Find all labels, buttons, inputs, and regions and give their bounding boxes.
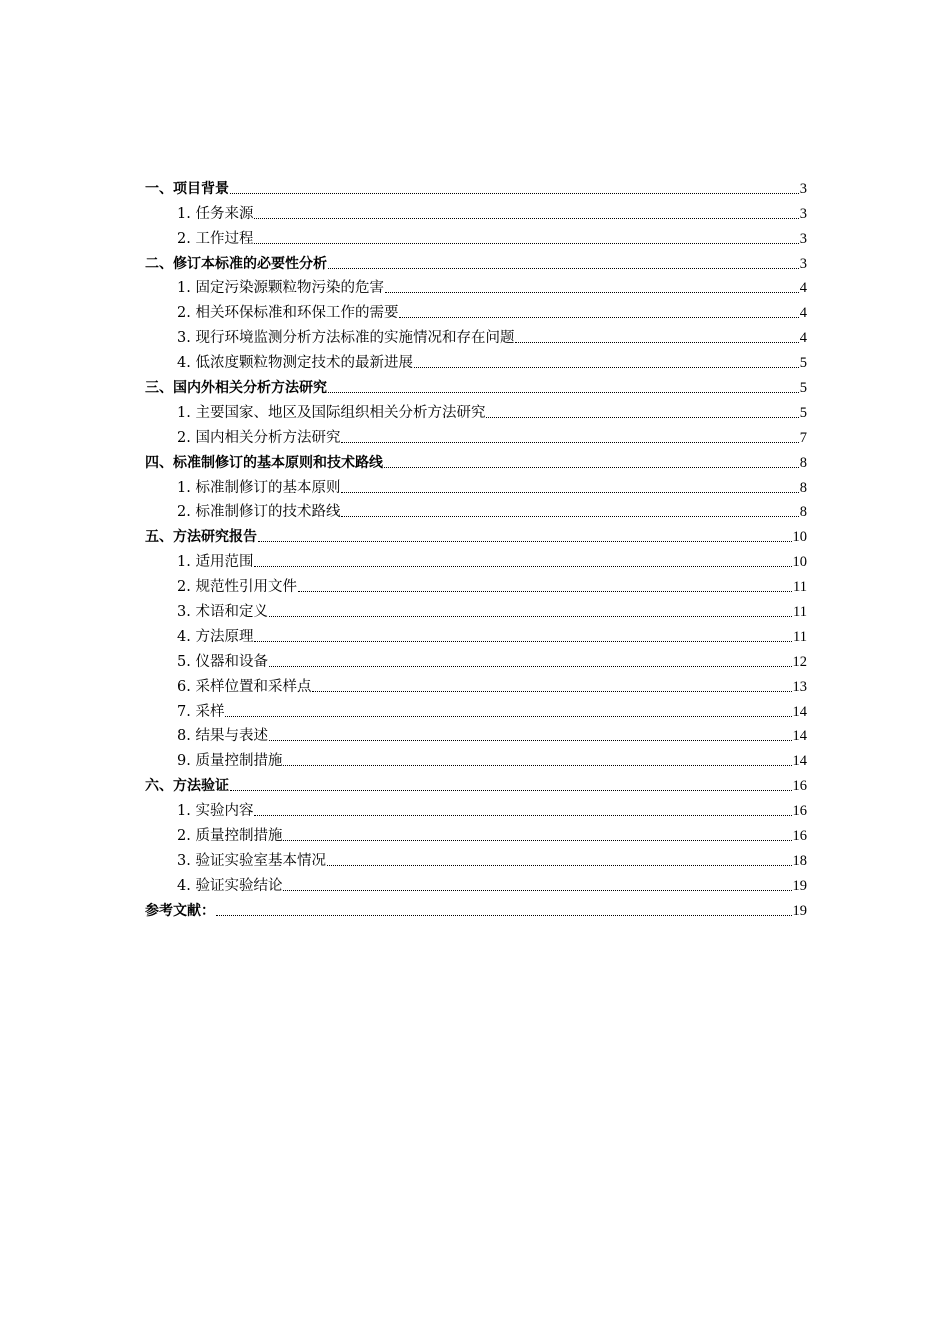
toc-entry-title: 2. 规范性引用文件 bbox=[177, 579, 297, 596]
toc-entry-page-number: 16 bbox=[792, 778, 807, 795]
toc-entry-title: 二、修订本标准的必要性分析 bbox=[145, 255, 327, 272]
toc-entry-title: 1. 主要国家、地区及国际组织相关分析方法研究 bbox=[177, 404, 486, 421]
toc-entry-title: 3. 验证实验室基本情况 bbox=[177, 852, 326, 869]
toc-entry-page-number: 3 bbox=[799, 180, 807, 197]
toc-entry-title: 1. 适用范围 bbox=[177, 554, 254, 571]
toc-entry-page-number: 3 bbox=[799, 230, 807, 247]
toc-entry-page-number: 4 bbox=[799, 330, 807, 347]
toc-entry-page-number: 14 bbox=[792, 703, 807, 720]
toc-section-entry[interactable] bbox=[145, 895, 807, 920]
toc-section-entry[interactable] bbox=[145, 173, 807, 198]
toc-dot-leader bbox=[384, 467, 799, 468]
toc-entry-page-number: 10 bbox=[792, 554, 807, 571]
toc-subsection-entry[interactable] bbox=[145, 721, 807, 746]
toc-section-entry[interactable] bbox=[145, 372, 807, 397]
toc-entry-page-number: 16 bbox=[792, 803, 807, 820]
toc-entry-page-number: 11 bbox=[793, 604, 807, 621]
toc-subsection-entry[interactable] bbox=[145, 322, 807, 347]
toc-dot-leader bbox=[269, 616, 792, 617]
toc-entry-page-number: 14 bbox=[792, 753, 807, 770]
toc-subsection-entry[interactable] bbox=[145, 297, 807, 322]
toc-dot-leader bbox=[327, 865, 792, 866]
toc-dot-leader bbox=[254, 243, 798, 244]
toc-dot-leader bbox=[254, 218, 798, 219]
toc-entry-title: 3. 现行环境监测分析方法标准的实施情况和存在问题 bbox=[177, 330, 515, 347]
toc-subsection-entry[interactable] bbox=[145, 696, 807, 721]
toc-dot-leader bbox=[269, 740, 792, 741]
toc-section-entry[interactable] bbox=[145, 248, 807, 273]
toc-entry-title: 1. 固定污染源颗粒物污染的危害 bbox=[177, 280, 384, 297]
toc-entry-page-number: 8 bbox=[799, 454, 807, 471]
toc-entry-title: 4. 方法原理 bbox=[177, 628, 254, 645]
toc-dot-leader bbox=[486, 417, 798, 418]
toc-entry-page-number: 7 bbox=[799, 429, 807, 446]
toc-dot-leader bbox=[283, 765, 791, 766]
toc-subsection-entry[interactable] bbox=[145, 820, 807, 845]
toc-dot-leader bbox=[230, 193, 799, 194]
toc-entry-title: 1. 实验内容 bbox=[177, 803, 254, 820]
toc-entry-title: 1. 标准制修订的基本原则 bbox=[177, 479, 341, 496]
toc-subsection-entry[interactable] bbox=[145, 223, 807, 248]
toc-entry-title: 1. 任务来源 bbox=[177, 205, 254, 222]
toc-entry-page-number: 19 bbox=[792, 902, 807, 919]
toc-section-entry[interactable] bbox=[145, 770, 807, 795]
toc-dot-leader bbox=[283, 840, 791, 841]
toc-entry-title: 三、国内外相关分析方法研究 bbox=[145, 380, 327, 397]
toc-entry-page-number: 5 bbox=[799, 404, 807, 421]
toc-entry-title: 六、方法验证 bbox=[145, 778, 229, 795]
toc-entry-title: 4. 验证实验结论 bbox=[177, 877, 283, 894]
toc-section-entry[interactable] bbox=[145, 521, 807, 546]
toc-dot-leader bbox=[341, 492, 798, 493]
toc-entry-page-number: 3 bbox=[799, 205, 807, 222]
toc-dot-leader bbox=[515, 342, 798, 343]
toc-dot-leader bbox=[298, 591, 792, 592]
toc-subsection-entry[interactable] bbox=[145, 646, 807, 671]
toc-entry-title: 2. 国内相关分析方法研究 bbox=[177, 429, 341, 446]
toc-dot-leader bbox=[258, 541, 792, 542]
toc-entry-page-number: 4 bbox=[799, 305, 807, 322]
toc-entry-page-number: 11 bbox=[793, 628, 807, 645]
toc-dot-leader bbox=[254, 566, 791, 567]
toc-entry-title: 2. 质量控制措施 bbox=[177, 828, 283, 845]
toc-entry-page-number: 19 bbox=[792, 877, 807, 894]
toc-dot-leader bbox=[328, 268, 799, 269]
toc-subsection-entry[interactable] bbox=[145, 472, 807, 497]
toc-entry-title: 参考文献： bbox=[145, 902, 215, 919]
toc-entry-title: 7. 采样 bbox=[177, 703, 225, 720]
toc-dot-leader bbox=[254, 641, 792, 642]
toc-entry-page-number: 8 bbox=[799, 504, 807, 521]
toc-entry-title: 9. 质量控制措施 bbox=[177, 753, 283, 770]
toc-dot-leader bbox=[341, 516, 798, 517]
toc-entry-title: 2. 标准制修订的技术路线 bbox=[177, 504, 341, 521]
toc-entry-title: 五、方法研究报告 bbox=[145, 529, 257, 546]
toc-dot-leader bbox=[254, 815, 791, 816]
toc-subsection-entry[interactable] bbox=[145, 198, 807, 223]
toc-subsection-entry[interactable] bbox=[145, 422, 807, 447]
toc-dot-leader bbox=[399, 317, 798, 318]
toc-subsection-entry[interactable] bbox=[145, 497, 807, 522]
toc-subsection-entry[interactable] bbox=[145, 546, 807, 571]
toc-dot-leader bbox=[225, 716, 791, 717]
toc-entry-title: 3. 术语和定义 bbox=[177, 604, 268, 621]
toc-subsection-entry[interactable] bbox=[145, 397, 807, 422]
toc-entry-title: 2. 相关环保标准和环保工作的需要 bbox=[177, 305, 399, 322]
toc-entry-title: 4. 低浓度颗粒物测定技术的最新进展 bbox=[177, 355, 413, 372]
toc-entry-title: 2. 工作过程 bbox=[177, 230, 254, 247]
toc-entry-page-number: 12 bbox=[792, 653, 807, 670]
toc-subsection-entry[interactable] bbox=[145, 273, 807, 298]
toc-entry-page-number: 5 bbox=[799, 380, 807, 397]
toc-subsection-entry[interactable] bbox=[145, 870, 807, 895]
toc-dot-leader bbox=[312, 691, 791, 692]
toc-subsection-entry[interactable] bbox=[145, 745, 807, 770]
toc-dot-leader bbox=[216, 915, 792, 916]
toc-subsection-entry[interactable] bbox=[145, 596, 807, 621]
toc-entry-page-number: 3 bbox=[799, 255, 807, 272]
toc-dot-leader bbox=[269, 666, 792, 667]
toc-entry-page-number: 18 bbox=[792, 852, 807, 869]
toc-entry-title: 四、标准制修订的基本原则和技术路线 bbox=[145, 454, 383, 471]
toc-subsection-entry[interactable] bbox=[145, 621, 807, 646]
toc-entry-page-number: 5 bbox=[799, 355, 807, 372]
toc-dot-leader bbox=[283, 890, 791, 891]
toc-entry-page-number: 16 bbox=[792, 828, 807, 845]
toc-section-entry[interactable] bbox=[145, 447, 807, 472]
toc-entry-page-number: 13 bbox=[792, 678, 807, 695]
toc-entry-page-number: 10 bbox=[792, 529, 807, 546]
toc-subsection-entry[interactable] bbox=[145, 347, 807, 372]
toc-entry-title: 8. 结果与表述 bbox=[177, 728, 268, 745]
toc-entry-title: 6. 采样位置和采样点 bbox=[177, 678, 312, 695]
toc-entry-page-number: 4 bbox=[799, 280, 807, 297]
toc-subsection-entry[interactable] bbox=[145, 845, 807, 870]
toc-subsection-entry[interactable] bbox=[145, 671, 807, 696]
table-of-contents bbox=[145, 173, 807, 920]
toc-entry-page-number: 11 bbox=[793, 579, 807, 596]
toc-subsection-entry[interactable] bbox=[145, 795, 807, 820]
toc-entry-page-number: 14 bbox=[792, 728, 807, 745]
toc-dot-leader bbox=[328, 392, 799, 393]
toc-entry-page-number: 8 bbox=[799, 479, 807, 496]
toc-dot-leader bbox=[414, 367, 799, 368]
toc-dot-leader bbox=[230, 790, 792, 791]
toc-entry-title: 5. 仪器和设备 bbox=[177, 653, 268, 670]
toc-dot-leader bbox=[385, 292, 799, 293]
toc-entry-title: 一、项目背景 bbox=[145, 180, 229, 197]
toc-subsection-entry[interactable] bbox=[145, 571, 807, 596]
toc-dot-leader bbox=[341, 442, 798, 443]
